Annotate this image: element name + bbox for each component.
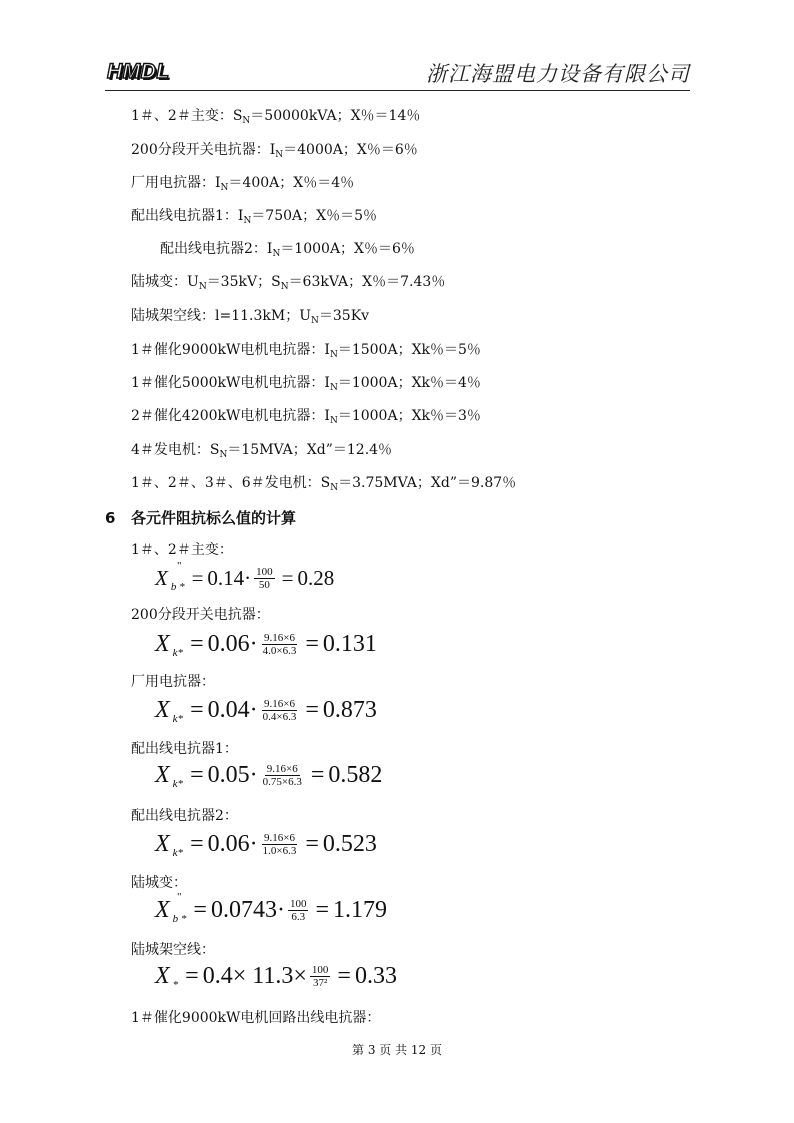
- section-number: 6: [105, 509, 116, 527]
- fraction: $\frac{9.16\times 6}{1.0\times 6.3}$: [262, 831, 297, 857]
- fraction: $\frac{100}{\text{37²}}$: [311, 963, 329, 989]
- formula: X k* = 0.04 · $\frac{9.16\times 6}{0.4\times 6.3}$ = 0.873: [155, 696, 377, 725]
- calc-label: 配出线电抗器2：: [131, 808, 238, 824]
- header-divider: [105, 90, 690, 91]
- formula-variable: X ": [155, 559, 182, 590]
- formula-variable: X: [155, 761, 170, 788]
- formula: X " b * = 0.14 · $\frac{100}{50}$ = 0.28: [155, 559, 335, 593]
- calc-label: 1＃催化9000kW电机回路出线电抗器：: [131, 1010, 381, 1026]
- fraction: $\frac{9.16\times 6}{0.75\times 6.3}$: [262, 762, 302, 788]
- param-line: 200分段开关电抗器：$I_N=4000A$；X％＝6％: [131, 142, 418, 160]
- formula-variable: X: [155, 830, 170, 857]
- param-line: 厂用电抗器：$I_N=400A$；X％＝4％: [131, 175, 355, 193]
- formula: X k* = 0.05 · $\frac{9.16\times 6}{0.75\times 6.3}$ = 0.582: [155, 761, 383, 790]
- calc-label: 配出线电抗器1：: [131, 741, 238, 757]
- section-title: 各元件阻抗标么值的计算: [131, 509, 297, 527]
- formula-variable: X: [155, 696, 170, 723]
- formula-variable: X: [155, 630, 170, 657]
- param-line: 2＃催化4200kW电机电抗器：$I_N=1000A$；Xk％＝3％: [131, 408, 481, 426]
- param-line: 1＃、2＃、3＃、6＃发电机：$S_N=3.75MVA$；Xd”＝9.87％: [131, 475, 517, 493]
- section-heading: [105, 507, 296, 528]
- company-logo: HMDL: [107, 60, 170, 83]
- page-footer: 第 3 页 共 12 页: [352, 1043, 442, 1057]
- param-line: 1＃催化9000kW电机电抗器：$I_N=1500A$；Xk％＝5％: [131, 342, 481, 360]
- company-name: 浙江海盟电力设备有限公司: [426, 62, 690, 86]
- param-line: 配出线电抗器1：$I_N=750A$；X％＝5％: [131, 208, 378, 226]
- formula: X * = 0.4× 11.3 × $\frac{100}{\text{37²}}$ = 0.33: [155, 962, 397, 991]
- fraction: $\frac{100}{6.3}$: [289, 897, 307, 923]
- param-line: 陆城架空线：l=11.3kM；$U_N=35Kv$: [131, 308, 370, 326]
- fraction: $\frac{100}{50}$: [256, 565, 273, 591]
- formula: X k* = 0.06 · $\frac{9.16\times 6}{1.0\times 6.3}$ = 0.523: [155, 830, 377, 859]
- formula: X " b * = 0.0743 · $\frac{100}{6.3}$ = 1.179: [155, 890, 388, 925]
- calc-label: 200分段开关电抗器：: [131, 607, 270, 623]
- calc-label: 厂用电抗器：: [131, 674, 215, 690]
- fraction: $\frac{9.16\times 6}{0.4\times 6.3}$: [262, 697, 297, 723]
- formula-variable: X ": [155, 890, 182, 923]
- calc-label: 陆城变：: [131, 875, 187, 891]
- param-line: 陆城变：$U_N=35kV$；$S_N=63kVA$；X％＝7.43％: [131, 274, 446, 292]
- calc-label: 1＃、2＃主变：: [131, 542, 233, 558]
- param-line: 1＃催化5000kW电机电抗器：$I_N=1000A$；Xk％＝4％: [131, 375, 481, 393]
- param-line: 配出线电抗器2：$I_N=1000A$；X％＝6％: [160, 241, 415, 259]
- formula-variable: X: [155, 962, 170, 989]
- param-line: 1＃、2＃主变：$S_N=50000kVA$；X％＝14％: [131, 108, 421, 126]
- calc-label: 陆城架空线：: [131, 942, 215, 958]
- formula: X k* = 0.06 · $\frac{9.16\times 6}{4.0\times 6.3}$ = 0.131: [155, 630, 377, 659]
- fraction: $\frac{9.16\times 6}{4.0\times 6.3}$: [262, 631, 297, 657]
- param-line: 4＃发电机：$S_N=15MVA$；Xd”＝12.4％: [131, 442, 393, 460]
